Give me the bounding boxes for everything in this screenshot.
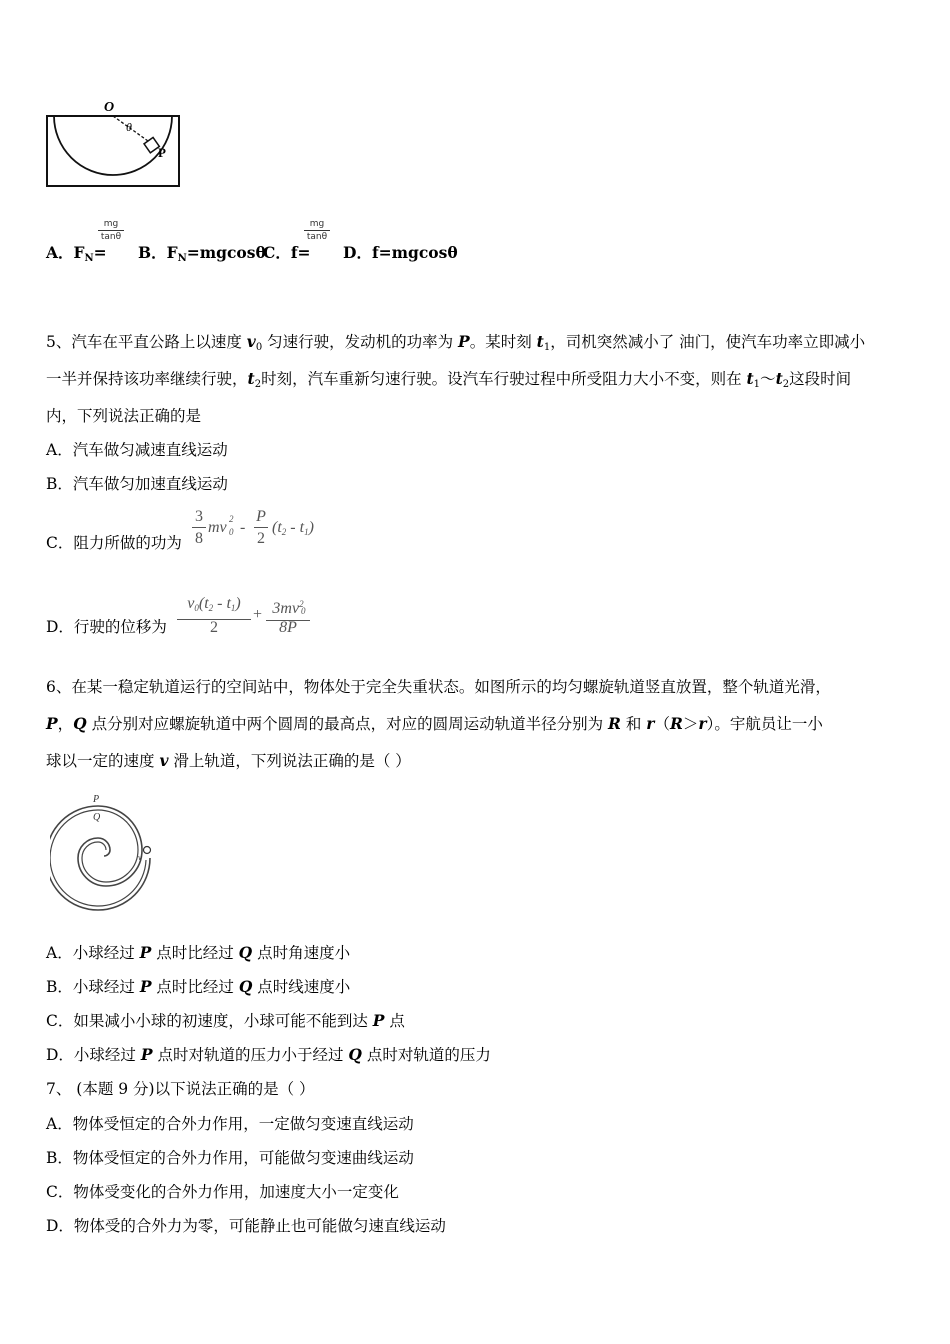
q5-option-c: C．阻力所做的功为 xyxy=(46,534,182,552)
q4-options-row xyxy=(46,243,107,269)
q7-option-b: B．物体受恒定的合外力作用，可能做匀变速曲线运动 xyxy=(46,1149,414,1167)
label-theta: θ xyxy=(126,120,132,134)
q6-option-d: D．小球经过 P 点时对轨道的压力小于经过 Q 点时对轨道的压力 xyxy=(46,1045,491,1064)
q5-stem-line3: 内，下列说法正确的是 xyxy=(46,407,202,425)
q4-option-a: A．$F_N=$ xyxy=(46,243,107,264)
q7-option-c: C．物体受变化的合外力作用，加速度大小一定变化 xyxy=(46,1183,399,1201)
q6-option-a: A．小球经过 P 点时比经过 Q 点时角速度小 xyxy=(46,943,351,962)
q5-option-d: D．行驶的位移为 xyxy=(46,618,167,636)
q4-option-c: C．f= xyxy=(263,243,311,262)
label-p: P xyxy=(158,145,166,160)
spiral-track-figure xyxy=(50,790,165,915)
q7-option-a: A．物体受恒定的合外力作用，一定做匀变速直线运动 xyxy=(46,1115,414,1133)
q7-stem: 7、 (本题 9 分)以下说法正确的是（ ） xyxy=(46,1080,315,1098)
label-o: O xyxy=(104,100,115,115)
q4-option-b: B．$F_N=mgcos\theta$ xyxy=(138,243,266,264)
label-p-spiral: P xyxy=(93,794,100,805)
q4-a-fraction: mg tanθ xyxy=(98,218,124,243)
q5-stem-line1: 5、汽车在平直公路上以速度 $v_0$ 匀速行驶，发动机的功率为 P。某时刻 $t_1$，司机突然减小了 油门，使汽车功率立即减小 xyxy=(46,332,866,353)
label-q-spiral: Q xyxy=(93,812,101,823)
q6-option-c: C．如果减小小球的初速度，小球可能不能到达 P 点 xyxy=(46,1011,405,1030)
q6-stem-line1: 6、在某一稳定轨道运行的空间站中，物体处于完全失重状态。如图所示的均匀螺旋轨道竖直放置，整个轨道光滑， xyxy=(46,678,831,696)
q5-stem-line2: 一半并保持该功率继续行驶，$t_2$时刻，汽车重新匀速行驶。设汽车行驶过程中所受阻力大小不变，则在 $t_1\sim t_2$这段时间 xyxy=(46,369,852,390)
q7-option-d: D．物体受的合外力为零，可能静止也可能做匀速直线运动 xyxy=(46,1217,446,1235)
q4-c-fraction: mg tanθ xyxy=(304,218,330,243)
label-v: v xyxy=(138,853,142,862)
q5-option-a: A．汽车做匀减速直线运动 xyxy=(46,441,228,459)
q6-stem-line3: 球以一定的速度 v 滑上轨道，下列说法正确的是（ ） xyxy=(46,751,411,770)
q6-option-b: B．小球经过 P 点时比经过 Q 点时线速度小 xyxy=(46,977,351,996)
q4-option-d: D．f=mgcosθ xyxy=(343,243,458,262)
q6-stem-line2: P，Q 点分别对应螺旋轨道中两个圆周的最高点，对应的圆周运动轨道半径分别为 R 和 r（R＞r）。宇航员让一小 xyxy=(46,714,823,733)
spiral-inner xyxy=(50,810,146,906)
ball xyxy=(144,847,151,854)
bowl-figure xyxy=(40,96,190,196)
q5-option-b: B．汽车做匀加速直线运动 xyxy=(46,475,228,493)
